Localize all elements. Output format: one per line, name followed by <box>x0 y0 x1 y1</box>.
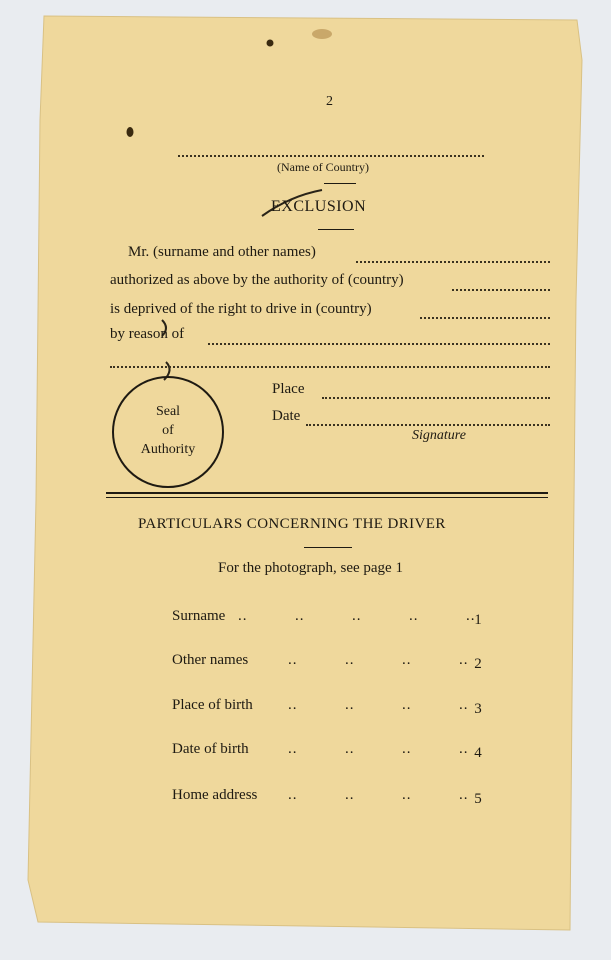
deprived-dotted-line <box>420 317 550 319</box>
short-rule <box>318 229 354 230</box>
exclusion-line-name: Mr. (surname and other names) <box>128 244 316 260</box>
seal-text-line: Authority <box>140 442 196 457</box>
country-caption: (Name of Country) <box>277 160 369 174</box>
leader-dots: .. .. .. .. .. <box>238 608 476 624</box>
paper-spot <box>267 40 274 47</box>
place-label: Place <box>272 381 305 397</box>
field-label-surname: Surname <box>172 608 226 624</box>
field-label-date-of-birth: Date of birth <box>172 741 249 757</box>
short-rule <box>304 547 352 548</box>
paper-spot <box>127 127 134 137</box>
exclusion-line-reason: by reason of <box>110 326 185 342</box>
field-number: 2 <box>474 656 482 672</box>
seal-circle <box>112 376 224 488</box>
seal-text-line: of <box>162 423 174 438</box>
leader-dots: .. .. .. .. <box>288 787 469 803</box>
field-label-place-of-birth: Place of birth <box>172 697 253 713</box>
section-divider <box>106 497 548 498</box>
date-label: Date <box>272 408 301 424</box>
photo-note: For the photograph, see page 1 <box>218 560 403 576</box>
section-divider <box>106 492 548 494</box>
reason-dotted-line-2 <box>110 366 550 368</box>
short-rule <box>324 183 356 184</box>
country-dotted-line <box>178 155 484 157</box>
field-number: 5 <box>474 791 482 807</box>
field-number: 3 <box>474 701 482 717</box>
driver-heading: PARTICULARS CONCERNING THE DRIVER <box>138 516 446 532</box>
leader-dots: .. .. .. .. <box>288 741 469 757</box>
exclusion-title: EXCLUSION <box>271 198 367 215</box>
page-number: 2 <box>326 94 333 109</box>
field-number: 1 <box>474 612 482 628</box>
exclusion-line-deprived: is deprived of the right to drive in (country) <box>110 301 372 317</box>
paper-stain <box>312 29 332 39</box>
leader-dots: .. .. .. .. <box>288 652 469 668</box>
name-dotted-line <box>356 261 550 263</box>
field-number: 4 <box>474 745 482 761</box>
exclusion-line-authority: authorized as above by the authority of (country) <box>110 272 404 288</box>
signature-label: Signature <box>412 428 466 443</box>
reason-dotted-line <box>208 343 550 345</box>
field-label-home-address: Home address <box>172 787 258 803</box>
authority-dotted-line <box>452 289 550 291</box>
place-dotted-line <box>322 397 550 399</box>
field-label-other-names: Other names <box>172 652 249 668</box>
date-dotted-line <box>306 424 550 426</box>
seal-text-line: Seal <box>155 404 181 419</box>
leader-dots: .. .. .. .. <box>288 697 469 713</box>
